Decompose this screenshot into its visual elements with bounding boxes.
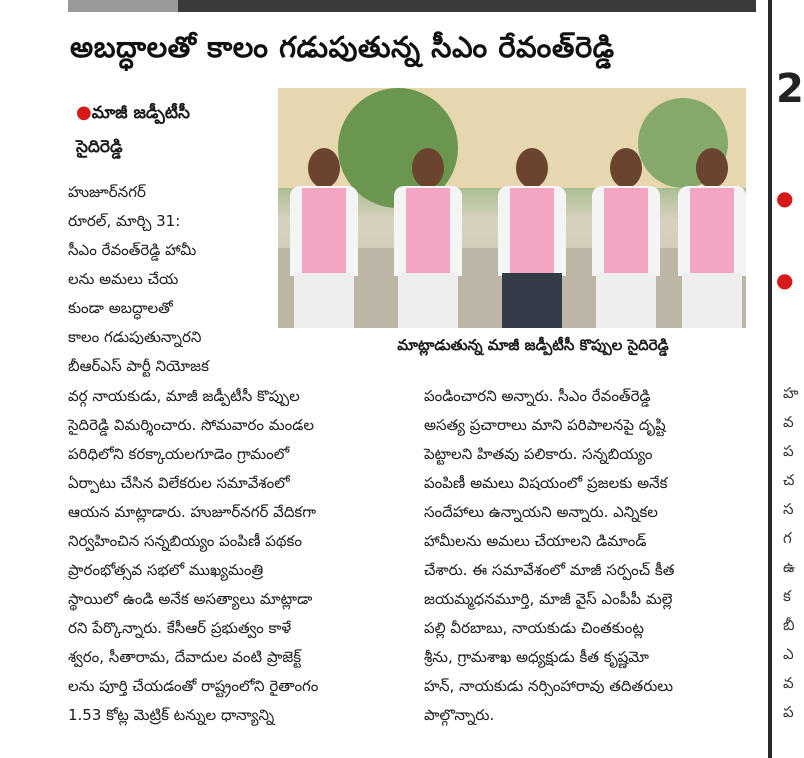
text-line: సైదిరెడ్డి విమర్శించారు. సోమవారం మండల	[68, 416, 314, 434]
text-line: రూరల్‌, మార్చి 31:	[68, 212, 181, 230]
text-line: కాలం గడుపుతున్నారని	[68, 328, 202, 346]
body-column-left	[68, 382, 406, 730]
text-line: శ్రీను, గ్రామశాఖ అధ్యక్షుడు కీత కృష్ణమో	[424, 648, 649, 666]
bullet-icon: ●	[76, 102, 92, 123]
intro-column	[68, 178, 268, 381]
text-line: బీఆర్‌ఎస్‌ పార్టీ నియోజక	[68, 357, 209, 375]
text-line: ఏర్పాటు చేసిన విలేకరుల సమావేశంలో	[68, 474, 290, 492]
body-column-right	[424, 382, 754, 730]
edge-bullet-icon: ●	[776, 186, 794, 210]
text-line: శ్వరం, సీతారామ, దేవాదుల వంటి ప్రాజెక్ట్‌	[68, 648, 302, 666]
article-photo	[278, 88, 746, 328]
text-line: రని పేర్కొన్నారు. కేసీఆర్‌ ప్రభుత్వం కాళే	[68, 619, 292, 637]
text-line: జయమ్మధనమూర్తి, మాజీ వైస్‌ ఎంపీపీ మల్లె	[424, 590, 673, 608]
photo-person	[390, 148, 466, 328]
text-line: హుజూర్‌నగర్	[68, 183, 146, 201]
text-line: పాల్గొన్నారు.	[424, 706, 495, 724]
edge-fragment: 2	[776, 66, 804, 112]
edge-fragment: ఎ	[783, 645, 794, 663]
edge-fragment: వ	[783, 413, 794, 431]
text-line: స్థాయిలో ఉండి అనేక అసత్యాలు మాట్లాడా	[68, 590, 313, 608]
header-block	[68, 0, 178, 12]
edge-fragment: బీ	[783, 616, 795, 634]
edge-fragment: హ	[783, 384, 799, 402]
top-header-bar	[68, 0, 756, 12]
byline-line-1: మాజీ జడ్పీటీసీ	[91, 103, 190, 123]
column-divider	[768, 0, 772, 758]
text-line: వర్గ నాయకుడు, మాజీ జడ్పీటీసీ కొప్పుల	[68, 387, 300, 405]
photo-person	[588, 148, 664, 328]
edge-bullet-icon: ●	[776, 268, 794, 292]
photo-person	[494, 148, 570, 328]
text-line: పెట్టాలని హితవు పలికారు. సన్నబియ్యం	[424, 445, 653, 463]
text-line: కుండా అబద్ధాలతో	[68, 299, 173, 317]
text-line: పండించారని అన్నారు. సీఎం రేవంత్‌రెడ్డి	[424, 387, 651, 405]
edge-fragment: ఉ	[783, 558, 795, 576]
byline-line-2: సైదిరెడ్డి	[76, 137, 123, 157]
text-line: పంపిణీ అమలు విషయంలో ప్రజలకు అనేక	[424, 474, 668, 492]
edge-fragment: ప	[783, 442, 794, 460]
text-line: హన్‌, నాయకుడు నర్సింహారావు తదితరులు	[424, 677, 674, 695]
edge-fragment: చ	[783, 471, 795, 489]
text-line: హామీలను అమలు చేయాలని డిమాండ్‌	[424, 532, 647, 550]
text-line: పల్లి వీరబాబు, నాయకుడు చింతకుంట్ల	[424, 619, 644, 637]
edge-fragment: క	[783, 587, 791, 605]
edge-fragment: స	[783, 500, 794, 518]
text-line: లను పూర్తి చేయడంతో రాష్ట్రంలోని రైతాంగం	[68, 677, 319, 695]
text-line: పరిధిలోని కరక్కాయలగూడెం గ్రామంలో	[68, 445, 290, 463]
edge-fragment: గ	[783, 529, 792, 547]
text-line: అసత్య ప్రచారాలు మాని పరిపాలనపై దృష్టి	[424, 416, 666, 434]
photo-person	[674, 148, 750, 328]
text-line: సందేహాలు ఉన్నాయని అన్నారు. ఎన్నికల	[424, 503, 658, 521]
text-line: సీఎం రేవంత్‌రెడ్డి హామీ	[68, 241, 197, 259]
byline	[76, 96, 276, 164]
text-line: నిర్వహించిన సన్నబియ్యం పంపిణీ పథకం	[68, 532, 302, 550]
article-headline: అబద్ధాలతో కాలం గడుపుతున్న సీఎం రేవంత్‌రెడ్డి	[70, 30, 615, 64]
text-line: ఆయన మాట్లాడారు. హుజూర్‌నగర్‌ వేదికగా	[68, 503, 317, 521]
photo-person	[286, 148, 362, 328]
text-line: 1.53 కోట్ల మెట్రిక్‌ టన్నుల ధాన్యాన్ని	[68, 706, 275, 724]
text-line: చేశారు. ఈ సమావేశంలో మాజీ సర్పంచ్‌ కీత	[424, 561, 675, 579]
edge-fragment: వ	[783, 674, 794, 692]
text-line: లను అమలు చేయ	[68, 270, 179, 288]
photo-caption: మాట్లాడుతున్న మాజీ జడ్పీటీసీ కొప్పుల సైదిరెడ్డి	[397, 336, 669, 354]
text-line: ప్రారంభోత్సవ సభలో ముఖ్యమంత్రి	[68, 561, 264, 579]
edge-fragment: ప	[783, 703, 794, 721]
